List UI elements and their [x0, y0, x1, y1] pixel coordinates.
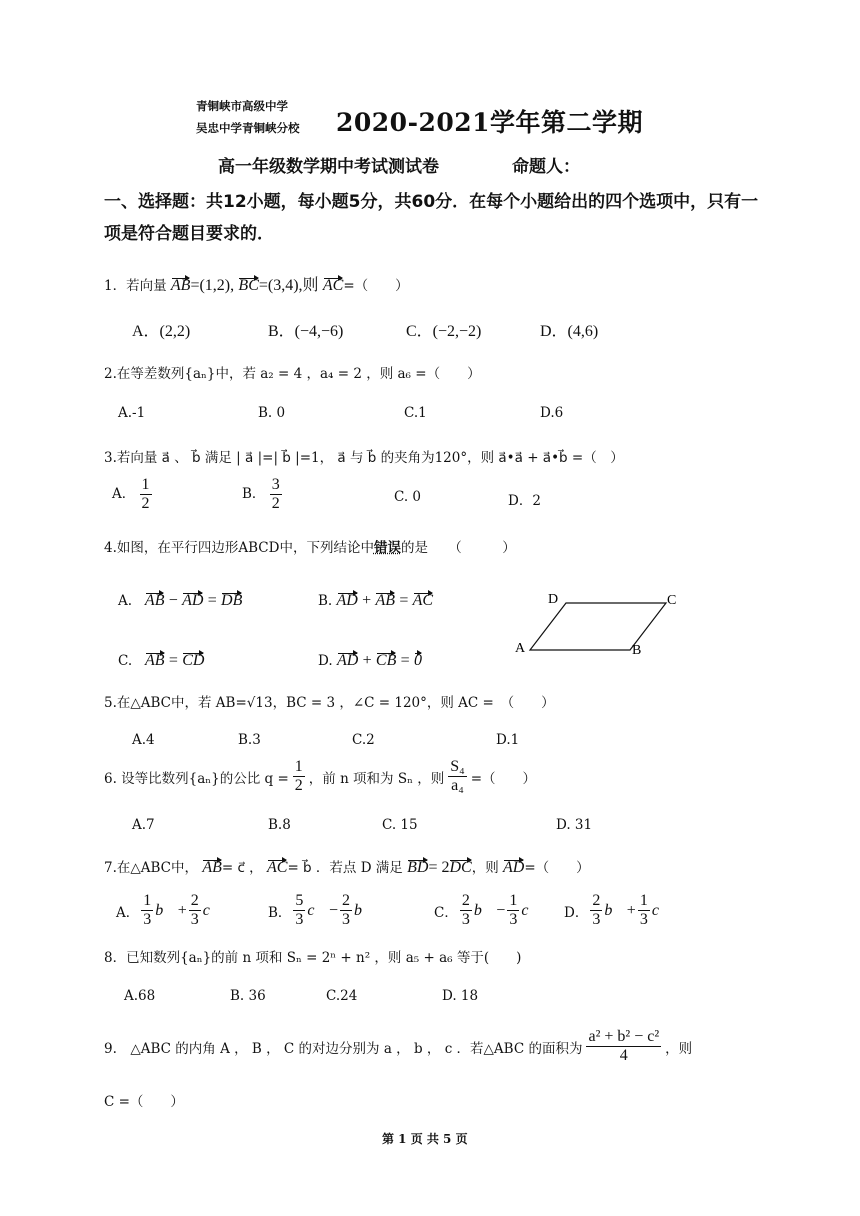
- q2-option-a: A.-1: [118, 405, 146, 421]
- q6-option-a: A.7: [132, 817, 155, 833]
- fraction: [507, 892, 519, 929]
- question-7: [104, 856, 590, 877]
- q4-a-label: A.: [118, 593, 133, 609]
- q6-ratio-den: 2: [294, 777, 303, 794]
- q5-option-d: D.1: [496, 732, 520, 748]
- vertex-label-a: A: [515, 641, 526, 656]
- vector-ac: AC: [266, 859, 288, 876]
- q6-stem-b: ，前 n 项和为 Sₙ ，则: [308, 770, 445, 787]
- vector-term: c⃗: [651, 901, 672, 919]
- fraction-den: 3: [592, 911, 601, 928]
- q4-option-b: [318, 590, 433, 610]
- q1-eq2: =(3,4),则: [258, 277, 319, 294]
- fraction: [590, 892, 602, 929]
- q6-target-num: S₄: [450, 758, 465, 775]
- q6-ratio-fraction: [293, 758, 305, 795]
- q7-eq1: = c⃗ ，: [221, 860, 263, 876]
- question-6: [104, 758, 536, 795]
- q7-stem: 7.在△ABC中，: [104, 860, 199, 876]
- q8-option-a: A.68: [124, 988, 156, 1004]
- page-footer: 第 1 页 共 5 页: [382, 1132, 468, 1146]
- q2-option-c: C.1: [404, 405, 427, 421]
- q6-stem-a: 6. 设等比数列{aₙ}的公比 q =: [104, 770, 289, 787]
- fraction-num: 2: [461, 892, 470, 909]
- vector-term: b⃗: [354, 901, 375, 919]
- zero-vector: 0: [413, 652, 422, 669]
- vector-bd: BD: [407, 859, 429, 876]
- q7-option-a: [116, 892, 222, 929]
- vector-ad: AD: [182, 592, 204, 609]
- page-title: 2020-2021学年第二学期: [336, 108, 644, 137]
- fraction-num: 2: [592, 892, 601, 909]
- fraction: [340, 892, 352, 929]
- vector-cb: CB: [375, 652, 397, 669]
- vector-term: c⃗: [521, 901, 541, 919]
- fraction-den: 3: [143, 911, 152, 928]
- q7-a-label: A．: [116, 904, 140, 921]
- q4-option-d: [318, 650, 422, 670]
- fraction-den: 3: [509, 911, 518, 928]
- q9-area-num: a² + b² − c²: [588, 1028, 660, 1045]
- question-9-line2: C =（ ）: [104, 1094, 184, 1110]
- section-heading-line1: 一、选择题：共12小题，每小题5分，共60分．在每个小题给出的四个选项中，只有一: [104, 192, 759, 212]
- q5-option-a: A.4: [132, 732, 155, 748]
- q7-tail: =（ ）: [524, 860, 590, 876]
- vector-term: b⃗: [473, 901, 495, 919]
- equals-sign: =: [399, 592, 409, 609]
- vector-ab: AB: [144, 592, 165, 609]
- vector-ab: AB: [145, 652, 165, 669]
- vector-ad: AD: [336, 592, 358, 609]
- q6-tail: =（ ）: [470, 770, 537, 787]
- q3-a-num: 1: [141, 476, 150, 493]
- q4-stem-b: 的是 （ ）: [400, 540, 516, 556]
- q9-area-den: 4: [619, 1047, 628, 1064]
- q3-b-label: B．: [242, 486, 266, 502]
- fraction: [638, 892, 650, 929]
- q4-stem-a: 4.如图，在平行四边形ABCD中，下列结论中: [104, 540, 374, 556]
- q4-d-label: D.: [318, 653, 333, 669]
- q7-eq4: ，则: [471, 860, 499, 876]
- fraction-den: 3: [190, 911, 199, 928]
- q8-option-b: B. 36: [230, 988, 266, 1004]
- fraction-den: 3: [639, 911, 648, 928]
- q4-option-a: [118, 590, 242, 610]
- q7-eq2: = b⃗ ．若点 D 满足: [287, 860, 403, 876]
- vector-ab: AB: [375, 592, 396, 609]
- q4-option-c: [118, 650, 204, 670]
- q1-option-c: C．(−2,−2): [406, 323, 482, 340]
- vector-db: DB: [221, 592, 243, 609]
- q8-option-d: D. 18: [442, 988, 479, 1004]
- fraction-den: 3: [461, 911, 470, 928]
- plus-sign: +: [362, 592, 372, 609]
- fraction: [460, 892, 472, 929]
- vector-ad: AD: [336, 652, 359, 669]
- fraction-num: 1: [143, 892, 152, 909]
- q4-stem-emphasis: 错误: [373, 540, 401, 556]
- section-heading-line2: 项是符合题目要求的．: [104, 224, 274, 244]
- vector-ab: AB: [202, 859, 222, 876]
- parallelogram-figure: [506, 588, 686, 658]
- q3-a-label: A．: [112, 486, 136, 502]
- q6-option-d: D. 31: [556, 817, 593, 833]
- q7-option-c: [434, 892, 541, 929]
- q7-option-b: [268, 892, 374, 929]
- fraction-num: 2: [342, 892, 350, 909]
- page-subtitle: 高一年级数学期中考试测试卷: [218, 157, 439, 177]
- vertex-label-d: D: [548, 592, 559, 607]
- q3-option-d: D．2: [508, 493, 541, 509]
- minus-sign: −: [168, 592, 178, 609]
- q2-option-b: B. 0: [258, 405, 286, 421]
- operator: +: [626, 901, 636, 919]
- vector-ab: AB: [170, 277, 191, 294]
- q3-a-den: 2: [141, 495, 150, 512]
- q3-option-c: C. 0: [394, 489, 422, 505]
- vector-cd: CD: [182, 652, 205, 669]
- equals-sign: =: [168, 652, 178, 669]
- question-3: 3.若向量 a⃗ 、 b⃗ 满足 | a⃗ |=| b⃗ |=1， a⃗ 与 b⃗ 的夹角为120°，则 a⃗•a⃗ + a⃗•b⃗ =（ ）: [104, 450, 624, 466]
- q5-option-b: B.3: [238, 732, 261, 748]
- q9-stem-b: ，则: [665, 1040, 693, 1057]
- fraction-num: 5: [295, 892, 304, 909]
- q7-c-label: C．: [434, 904, 458, 921]
- plus-sign: +: [362, 652, 372, 669]
- vector-term: b⃗: [604, 901, 625, 919]
- school-name-2: 吴忠中学青铜峡分校: [196, 121, 300, 135]
- equals-sign: =: [400, 652, 410, 669]
- vector-ad: AD: [503, 859, 525, 876]
- vector-bc: BC: [238, 277, 259, 294]
- q3-option-b: [242, 476, 282, 513]
- fraction-num: 1: [639, 892, 648, 909]
- fraction-num: 1: [509, 892, 518, 909]
- q1-option-a: A．(2,2): [132, 323, 191, 340]
- q7-option-d: [564, 892, 671, 929]
- q9-area-fraction: [586, 1028, 661, 1065]
- q6-option-b: B.8: [268, 817, 291, 833]
- q7-eq3: = 2: [428, 859, 450, 876]
- fraction-num: 2: [190, 892, 199, 909]
- q2-option-d: D.6: [540, 405, 564, 421]
- question-8: 8．已知数列{aₙ}的前 n 项和 Sₙ = 2ⁿ + n² ，则 a₅ + a₆ 等于( ): [104, 950, 522, 966]
- fraction: [189, 892, 201, 929]
- q3-b-den: 2: [271, 495, 280, 512]
- q3-a-fraction: [140, 476, 152, 513]
- q6-target-den: a₄: [451, 777, 464, 794]
- question-9: [104, 1028, 692, 1065]
- question-1: [104, 272, 409, 295]
- question-2: 2.在等差数列{aₙ}中，若 a₂ = 4 ，a₄ = 2 ，则 a₆ =（ ）: [104, 366, 481, 382]
- q8-option-c: C.24: [326, 988, 358, 1004]
- vector-dc: DC: [449, 859, 472, 876]
- q3-b-num: 3: [271, 476, 280, 493]
- q1-stem: 1．若向量: [104, 278, 167, 294]
- question-5: 5.在△ABC中，若 AB=√13，BC = 3 ，∠C = 120°，则 AC = （ ）: [104, 695, 555, 711]
- fraction-den: 3: [342, 911, 350, 928]
- q3-b-fraction: [270, 476, 282, 513]
- q1-option-d: D．(4,6): [540, 323, 599, 340]
- q4-b-label: B.: [318, 593, 333, 609]
- school-name-1: 青铜峡市高级中学: [196, 99, 288, 113]
- fraction: [293, 892, 305, 929]
- operator: −: [328, 901, 338, 919]
- fraction: [141, 892, 153, 929]
- question-4: [104, 536, 516, 556]
- q7-b-label: B．: [268, 904, 292, 921]
- author-label: 命题人：: [512, 157, 580, 177]
- equals-sign: =: [207, 592, 217, 609]
- q1-tail: =（ ）: [343, 278, 409, 294]
- q1-option-b: B．(−4,−6): [268, 323, 344, 340]
- q7-d-label: D．: [564, 904, 589, 921]
- operator: −: [496, 901, 506, 919]
- vertex-label-c: C: [667, 593, 677, 608]
- q5-option-c: C.2: [352, 732, 375, 748]
- vector-ac: AC: [322, 277, 344, 294]
- vector-term: c⃗: [202, 901, 223, 919]
- operator: +: [177, 901, 187, 919]
- vertex-label-b: B: [632, 643, 642, 658]
- q4-c-label: C.: [118, 653, 133, 669]
- vector-term: c⃗: [307, 901, 327, 919]
- vector-ac: AC: [412, 592, 434, 609]
- q6-target-fraction: [448, 758, 466, 795]
- parallelogram-shape: [530, 603, 666, 650]
- q6-option-c: C. 15: [382, 817, 418, 833]
- fraction-den: 3: [295, 911, 304, 928]
- q9-stem-a: 9. △ABC 的内角 A ， B ， C 的对边分别为 a ， b ， c ．若△ABC 的面积为: [104, 1040, 583, 1057]
- q1-eq1: =(1,2),: [190, 277, 235, 294]
- q3-option-a: [112, 476, 152, 513]
- vector-term: b⃗: [155, 901, 176, 919]
- q6-ratio-num: 1: [294, 758, 303, 775]
